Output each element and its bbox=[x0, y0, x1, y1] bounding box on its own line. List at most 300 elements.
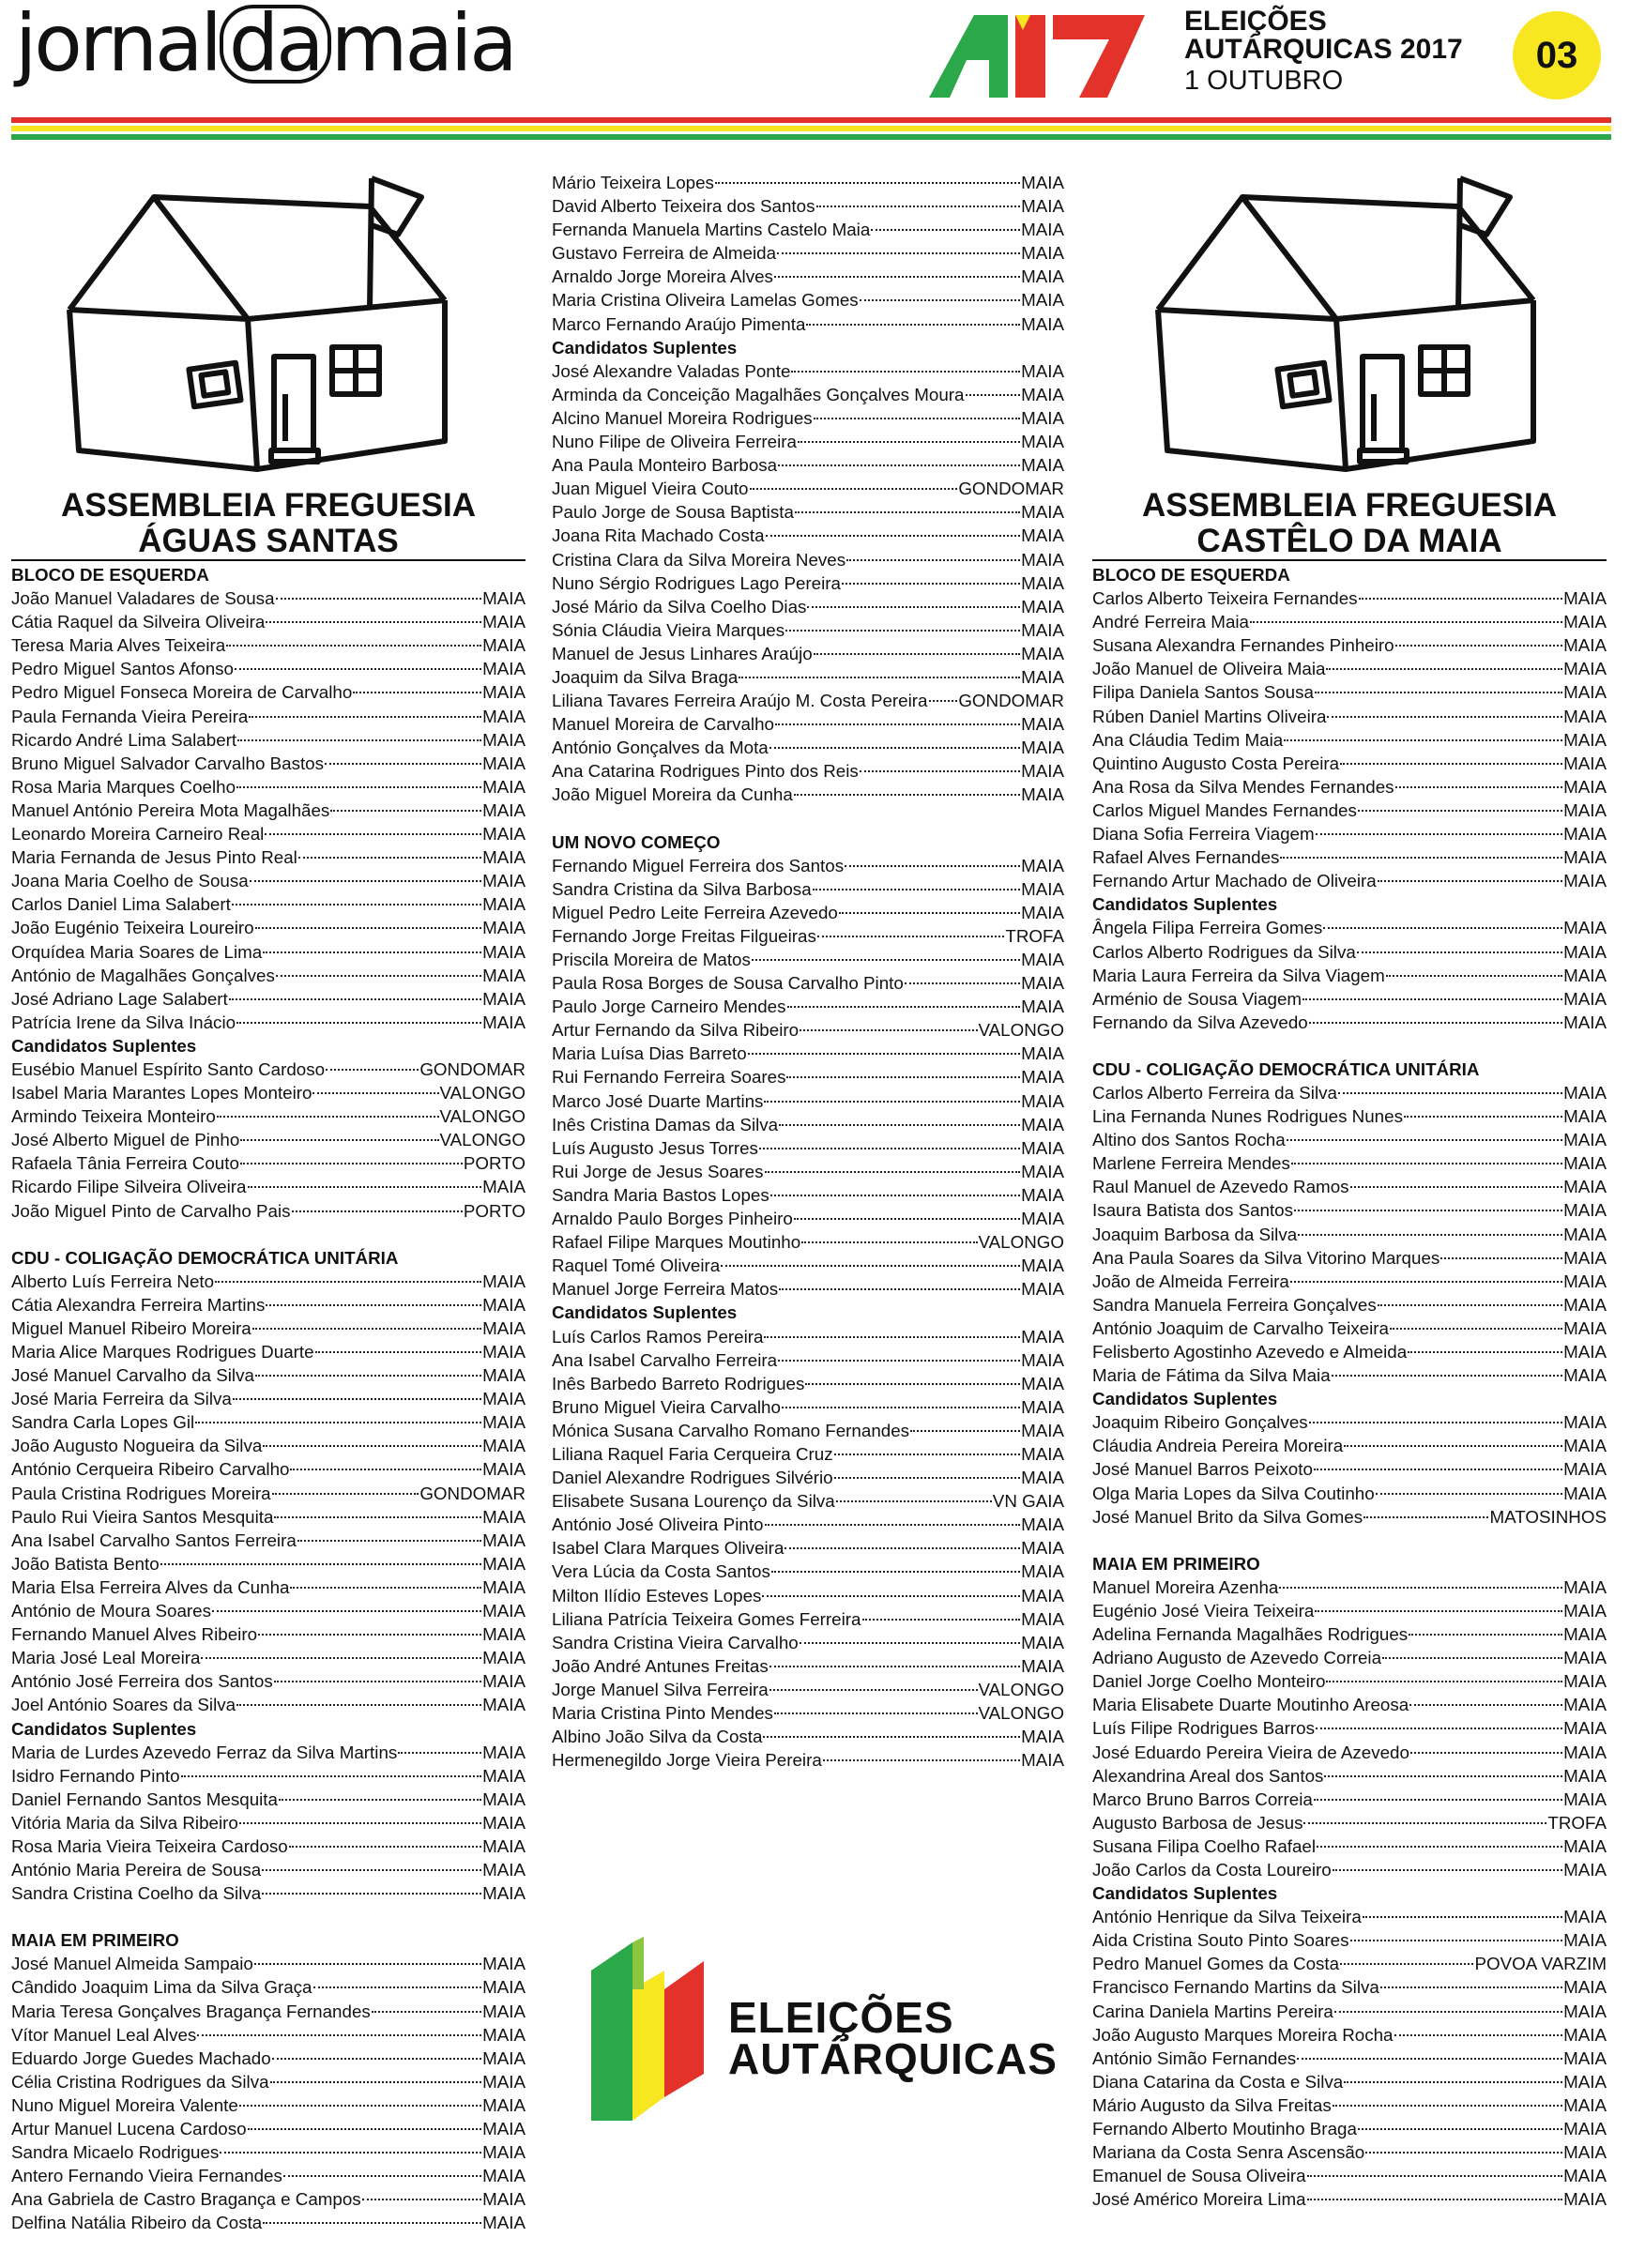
candidate-municipality: MAIA bbox=[1021, 1420, 1064, 1440]
candidate-row bbox=[552, 1631, 1064, 1654]
candidate-name: José Manuel Carvalho da Silva bbox=[11, 1365, 254, 1386]
candidate-row bbox=[1092, 1128, 1607, 1151]
candidate-row bbox=[552, 1065, 1064, 1088]
candidate-municipality: MAIA bbox=[482, 1365, 526, 1386]
candidate-row bbox=[1092, 1270, 1607, 1293]
dot-leader bbox=[1291, 1163, 1562, 1164]
dot-leader bbox=[270, 2081, 482, 2083]
candidate-name: Vera Lúcia da Costa Santos bbox=[552, 1561, 770, 1582]
candidate-row bbox=[552, 171, 1064, 194]
candidate-municipality: MAIA bbox=[1563, 635, 1607, 656]
dot-leader bbox=[786, 1076, 1020, 1078]
dot-leader bbox=[236, 1704, 481, 1706]
dot-leader bbox=[181, 1775, 482, 1777]
dot-leader bbox=[276, 975, 481, 977]
candidate-name: Lina Fernanda Nunes Rodrigues Nunes bbox=[1092, 1106, 1403, 1127]
dot-leader bbox=[220, 2152, 481, 2154]
dot-leader bbox=[325, 763, 481, 765]
candidate-row bbox=[552, 783, 1064, 806]
dot-leader bbox=[769, 747, 1020, 749]
candidate-municipality: MAIA bbox=[482, 612, 526, 632]
dot-leader bbox=[836, 1500, 992, 1502]
autarquicas-17-logo-icon bbox=[929, 11, 1175, 98]
candidate-name: Maria Cristina Oliveira Lamelas Gomes bbox=[552, 290, 859, 311]
dot-leader bbox=[966, 394, 1021, 396]
candidate-municipality: MAIA bbox=[1021, 1515, 1064, 1535]
dot-leader bbox=[160, 1563, 481, 1565]
candidate-municipality: MAIA bbox=[1563, 2094, 1607, 2115]
candidate-name: Isabel Clara Marques Oliveira bbox=[552, 1538, 785, 1559]
candidate-name: Diana Catarina da Costa e Silva bbox=[1092, 2071, 1344, 2092]
candidate-municipality: VALONGO bbox=[439, 1083, 526, 1104]
candidate-name: Sandra Maria Bastos Lopes bbox=[552, 1184, 769, 1205]
dot-leader bbox=[794, 794, 1020, 796]
candidate-name: Adelina Fernanda Magalhães Rodrigues bbox=[1092, 1624, 1409, 1645]
candidate-municipality: MAIA bbox=[1563, 1342, 1607, 1362]
dot-leader bbox=[871, 229, 1020, 231]
candidate-municipality: MAIA bbox=[1021, 1468, 1064, 1488]
candidate-row bbox=[1092, 1363, 1607, 1387]
dot-leader bbox=[312, 1092, 438, 1094]
candidate-name: Daniel Jorge Coelho Monteiro bbox=[1092, 1671, 1326, 1692]
candidate-municipality: MAIA bbox=[1021, 1209, 1064, 1229]
candidate-municipality: MAIA bbox=[1563, 1317, 1607, 1338]
list-section-header: MAIA EM PRIMEIRO bbox=[11, 1930, 179, 1951]
candidate-name: Manuel Moreira Azenha bbox=[1092, 1576, 1279, 1597]
candidate-row bbox=[552, 1089, 1064, 1113]
section-spacer bbox=[1092, 1529, 1607, 1552]
dot-leader bbox=[764, 1101, 1020, 1103]
candidate-municipality: VALONGO bbox=[439, 1106, 526, 1127]
dot-leader bbox=[298, 857, 481, 859]
dot-leader bbox=[765, 1171, 1021, 1173]
candidate-municipality: MAIA bbox=[1021, 596, 1064, 616]
candidate-municipality: MAIA bbox=[1021, 220, 1064, 240]
polling-house-icon bbox=[60, 169, 464, 488]
candidate-municipality: MAIA bbox=[482, 753, 526, 773]
candidate-name: João Miguel Moreira da Cunha bbox=[552, 784, 793, 805]
candidate-row bbox=[11, 1363, 526, 1387]
candidate-name: Ana Paula Soares da Silva Vitorino Marques bbox=[1092, 1247, 1440, 1268]
dot-leader bbox=[1316, 833, 1562, 835]
dot-leader bbox=[283, 2175, 481, 2177]
candidate-name: Diana Sofia Ferreira Viagem bbox=[1092, 824, 1315, 845]
candidate-municipality: MAIA bbox=[1563, 1294, 1607, 1315]
dot-leader bbox=[1324, 1775, 1562, 1777]
candidate-municipality: MAIA bbox=[1021, 549, 1064, 570]
stripe-green bbox=[11, 134, 1611, 140]
candidate-row bbox=[552, 877, 1064, 901]
candidate-name: Manuel de Jesus Linhares Araújo bbox=[552, 643, 813, 663]
candidate-municipality: MAIA bbox=[1563, 2166, 1607, 2186]
candidate-name: Jorge Manuel Silva Ferreira bbox=[552, 1679, 769, 1699]
candidate-municipality: MAIA bbox=[482, 1883, 526, 1904]
candidate-row bbox=[552, 1489, 1064, 1513]
candidate-municipality: MAIA bbox=[482, 1576, 526, 1597]
candidate-row bbox=[11, 1293, 526, 1317]
candidate-row bbox=[1092, 1223, 1607, 1246]
candidate-row bbox=[1092, 1246, 1607, 1270]
dot-leader bbox=[1298, 1234, 1562, 1236]
candidate-name: Paulo Rui Vieira Santos Mesquita bbox=[11, 1506, 274, 1527]
candidate-municipality: MAIA bbox=[482, 1389, 526, 1409]
candidate-name: Vitória Maria da Silva Ribeiro bbox=[11, 1812, 238, 1833]
candidate-municipality: MAIA bbox=[1021, 572, 1064, 593]
dot-leader bbox=[759, 1148, 1020, 1149]
candidate-municipality: MAIA bbox=[1563, 2047, 1607, 2068]
candidate-name: Sandra Cristina da Silva Barbosa bbox=[552, 878, 812, 899]
candidate-name: José Manuel Almeida Sampaio bbox=[11, 1954, 253, 1974]
dot-leader bbox=[248, 1186, 482, 1188]
candidate-row bbox=[1092, 1599, 1607, 1622]
dot-leader bbox=[1386, 975, 1562, 977]
candidate-row bbox=[11, 752, 526, 775]
candidate-name: José Alexandre Valadas Ponte bbox=[552, 360, 791, 381]
dot-leader bbox=[771, 1571, 1020, 1573]
candidate-name: José Adriano Lage Salabert bbox=[11, 988, 228, 1009]
dot-leader bbox=[806, 324, 1020, 326]
candidate-municipality: MAIA bbox=[482, 1860, 526, 1880]
candidate-name: Isaura Batista dos Santos bbox=[1092, 1200, 1294, 1221]
candidate-municipality: MAIA bbox=[482, 1317, 526, 1338]
candidate-name: Rui Fernando Ferreira Soares bbox=[552, 1067, 786, 1088]
candidate-name: Paula Cristina Rodrigues Moreira bbox=[11, 1483, 271, 1503]
dot-leader bbox=[1340, 1963, 1473, 1965]
candidate-row bbox=[11, 892, 526, 916]
candidate-row bbox=[11, 1764, 526, 1788]
candidate-municipality: MAIA bbox=[1021, 1161, 1064, 1181]
candidate-row bbox=[11, 1387, 526, 1410]
candidate-name: Luís Carlos Ramos Pereira bbox=[552, 1326, 764, 1347]
candidate-municipality: MAIA bbox=[482, 1553, 526, 1574]
candidate-row bbox=[1092, 1669, 1607, 1693]
candidate-name: Maria José Leal Moreira bbox=[11, 1648, 201, 1668]
candidate-row bbox=[552, 901, 1064, 924]
candidate-municipality: MAIA bbox=[1563, 2119, 1607, 2139]
candidate-name: António Joaquim de Carvalho Teixeira bbox=[1092, 1317, 1389, 1338]
candidate-municipality: MAIA bbox=[1563, 1247, 1607, 1268]
candidate-name: Célia Cristina Rodrigues da Silva bbox=[11, 2071, 269, 2092]
candidate-municipality: MAIA bbox=[1563, 612, 1607, 632]
candidate-row bbox=[1092, 1764, 1607, 1788]
dot-leader bbox=[813, 889, 1020, 890]
dot-leader bbox=[1302, 998, 1562, 1000]
candidate-name: Joana Rita Machado Costa bbox=[552, 525, 765, 546]
candidate-row bbox=[11, 1457, 526, 1481]
candidate-name: António José Ferreira dos Santos bbox=[11, 1671, 273, 1692]
candidate-name: António Gonçalves da Mota bbox=[552, 738, 769, 758]
candidate-name: Vítor Manuel Leal Alves bbox=[11, 2024, 197, 2045]
candidate-municipality: MAIA bbox=[482, 2189, 526, 2210]
candidate-municipality: MAIA bbox=[482, 2094, 526, 2115]
candidate-name: Mónica Susana Carvalho Romano Fernandes bbox=[552, 1420, 910, 1440]
candidate-municipality: MAIA bbox=[1021, 784, 1064, 805]
candidate-name: Daniel Fernando Santos Mesquita bbox=[11, 1789, 278, 1809]
candidate-row bbox=[552, 406, 1064, 430]
candidate-name: Hermenegildo Jorge Vieira Pereira bbox=[552, 1750, 822, 1771]
candidate-municipality: MAIA bbox=[1021, 407, 1064, 428]
dot-leader bbox=[816, 205, 1021, 207]
dot-leader bbox=[279, 1799, 481, 1801]
dot-leader bbox=[372, 2011, 481, 2013]
dot-leader bbox=[289, 1846, 481, 1848]
dot-leader bbox=[1363, 1516, 1488, 1518]
candidate-name: António Maria Pereira de Sousa bbox=[11, 1860, 262, 1880]
logo-part-maia: maia bbox=[330, 0, 515, 89]
candidate-municipality: MAIA bbox=[482, 1648, 526, 1668]
dot-leader bbox=[1315, 1610, 1562, 1612]
candidate-row bbox=[11, 1858, 526, 1881]
dot-leader bbox=[262, 1893, 481, 1895]
dot-leader bbox=[1333, 2105, 1562, 2107]
candidate-municipality: MAIA bbox=[1563, 1224, 1607, 1244]
candidate-name: Susana Filipa Coelho Rafael bbox=[1092, 1835, 1317, 1856]
candidate-row bbox=[552, 1701, 1064, 1725]
candidate-municipality: MAIA bbox=[1563, 588, 1607, 609]
candidate-municipality: MAIA bbox=[1563, 1977, 1607, 1998]
candidate-municipality: MAIA bbox=[1021, 243, 1064, 264]
candidate-municipality: MAIA bbox=[1021, 878, 1064, 899]
candidate-municipality: MAIA bbox=[1563, 1012, 1607, 1032]
title-underline bbox=[1092, 559, 1607, 561]
dot-leader bbox=[265, 833, 481, 835]
candidate-row bbox=[11, 2070, 526, 2093]
candidate-name: Alexandrina Areal dos Santos bbox=[1092, 1765, 1324, 1786]
candidate-row bbox=[1092, 987, 1607, 1011]
candidate-row bbox=[1092, 1834, 1607, 1858]
candidate-row bbox=[552, 524, 1064, 547]
candidate-row bbox=[552, 1113, 1064, 1136]
candidate-row bbox=[552, 1466, 1064, 1489]
candidate-row bbox=[552, 689, 1064, 712]
dot-leader bbox=[1408, 1351, 1562, 1353]
candidate-municipality: MAIA bbox=[1021, 666, 1064, 687]
candidate-name: António de Magalhães Gonçalves bbox=[11, 965, 275, 985]
candidate-row bbox=[1092, 1575, 1607, 1599]
dot-leader bbox=[1390, 1328, 1562, 1330]
candidate-name: Maria Luísa Dias Barreto bbox=[552, 1043, 747, 1064]
candidate-municipality: MAIA bbox=[1563, 729, 1607, 750]
assembly-title-aguas-santas bbox=[11, 488, 526, 559]
candidate-name: Marco Bruno Barros Correia bbox=[1092, 1789, 1313, 1809]
dot-leader bbox=[778, 1360, 1020, 1362]
candidate-name: Albino João Silva da Costa bbox=[552, 1727, 763, 1747]
dot-leader bbox=[774, 276, 1020, 278]
candidate-row bbox=[552, 924, 1064, 948]
candidate-municipality: MAIA bbox=[1021, 1349, 1064, 1370]
dot-leader bbox=[255, 1375, 481, 1377]
candidate-municipality: MAIA bbox=[1021, 1373, 1064, 1393]
candidate-municipality: MAIA bbox=[482, 776, 526, 797]
candidate-row bbox=[1092, 2047, 1607, 2070]
candidate-name: Fernando Miguel Ferreira dos Santos bbox=[552, 855, 845, 875]
dot-leader bbox=[762, 1595, 1020, 1597]
candidate-row bbox=[11, 1317, 526, 1340]
candidate-municipality: MAIA bbox=[1563, 1412, 1607, 1433]
candidate-municipality: MAIA bbox=[482, 1812, 526, 1833]
candidate-municipality: MAIA bbox=[1563, 776, 1607, 797]
candidate-row bbox=[11, 2000, 526, 2023]
candidate-municipality: MAIA bbox=[1563, 799, 1607, 820]
candidate-name: Quintino Augusto Costa Pereira bbox=[1092, 753, 1340, 773]
dot-leader bbox=[1307, 2175, 1562, 2177]
candidate-municipality: MAIA bbox=[1563, 1671, 1607, 1692]
candidate-name: Artur Fernando da Silva Ribeiro bbox=[552, 1020, 800, 1041]
candidate-municipality: MAIA bbox=[1021, 1067, 1064, 1088]
candidate-row bbox=[11, 1505, 526, 1529]
dot-leader bbox=[777, 252, 1020, 254]
assembly-title-line-2: CASTÊLO DA MAIA bbox=[1196, 523, 1502, 559]
candidate-row bbox=[1092, 2164, 1607, 2187]
candidate-row bbox=[552, 948, 1064, 971]
candidate-name: Ana Gabriela de Castro Bragança e Campos bbox=[11, 2189, 361, 2210]
dot-leader bbox=[1344, 1445, 1562, 1447]
candidate-municipality: MAIA bbox=[1021, 738, 1064, 758]
candidate-row bbox=[552, 500, 1064, 524]
dot-leader bbox=[240, 1163, 463, 1164]
candidate-name: Cândido Joaquim Lima da Silva Graça bbox=[11, 1977, 312, 1998]
candidate-row bbox=[552, 430, 1064, 453]
page-number-badge: 03 bbox=[1513, 11, 1601, 99]
list-section-header: UM NOVO COMEÇO bbox=[552, 831, 721, 852]
candidate-name: Pedro Manuel Gomes da Costa bbox=[1092, 1954, 1340, 1974]
list-section-header: Candidatos Suplentes bbox=[11, 1035, 197, 1056]
candidate-row bbox=[1092, 1434, 1607, 1457]
candidate-name: Sandra Cristina Coelho da Silva bbox=[11, 1883, 262, 1904]
candidate-municipality: POVOA VARZIM bbox=[1474, 1954, 1607, 1974]
candidate-row bbox=[552, 1560, 1064, 1583]
candidate-municipality: MAIA bbox=[1563, 871, 1607, 891]
candidate-name: Cláudia Andreia Pereira Moreira bbox=[1092, 1436, 1344, 1456]
candidate-list-middle bbox=[552, 171, 1064, 1772]
list-section-header: MAIA EM PRIMEIRO bbox=[1092, 1553, 1260, 1574]
candidate-row bbox=[552, 1160, 1064, 1183]
dot-leader bbox=[272, 2058, 481, 2060]
candidate-municipality: MAIA bbox=[1021, 173, 1064, 192]
candidate-municipality: MAIA bbox=[482, 1601, 526, 1621]
dot-leader bbox=[201, 1657, 481, 1659]
newspaper-logo[interactable] bbox=[15, 0, 515, 89]
candidate-row bbox=[552, 1372, 1064, 1395]
candidate-name: Carlos Alberto Ferreira da Silva bbox=[1092, 1082, 1337, 1103]
candidate-name: Manuel António Pereira Mota Magalhães bbox=[11, 799, 330, 820]
candidate-municipality: MAIA bbox=[1021, 1326, 1064, 1347]
candidate-row bbox=[552, 1207, 1064, 1230]
candidate-municipality: MAIA bbox=[1563, 1930, 1607, 1951]
dot-leader bbox=[1309, 1422, 1562, 1423]
dot-leader bbox=[1287, 1139, 1562, 1141]
candidate-row bbox=[552, 595, 1064, 618]
candidate-row bbox=[1092, 610, 1607, 633]
dot-leader bbox=[217, 1116, 439, 1118]
assembly-title-line-1: ASSEMBLEIA FREGUESIA bbox=[60, 487, 477, 524]
dot-leader bbox=[1290, 1281, 1562, 1283]
candidate-row bbox=[552, 1725, 1064, 1748]
candidate-row bbox=[11, 799, 526, 822]
candidate-municipality: MAIA bbox=[1563, 1742, 1607, 1762]
candidate-municipality: MAIA bbox=[482, 1412, 526, 1433]
dot-leader bbox=[258, 1634, 481, 1636]
eleicoes-autarquicas-wordmark bbox=[728, 1993, 1058, 2083]
logo-part-jornal: jornal bbox=[15, 0, 220, 89]
candidate-row bbox=[11, 2047, 526, 2070]
candidate-row bbox=[1092, 1928, 1607, 1952]
candidate-municipality: MAIA bbox=[482, 847, 526, 868]
candidate-name: Gustavo Ferreira de Almeida bbox=[552, 243, 777, 264]
candidate-name: Luís Filipe Rodrigues Barros bbox=[1092, 1718, 1315, 1739]
candidate-row bbox=[1092, 1081, 1607, 1104]
candidate-name: Artur Manuel Lucena Cardoso bbox=[11, 2119, 247, 2139]
list-section-header: BLOCO DE ESQUERDA bbox=[11, 565, 209, 585]
dot-leader bbox=[232, 904, 481, 906]
candidate-municipality: MAIA bbox=[482, 1436, 526, 1456]
section-spacer bbox=[1092, 1034, 1607, 1058]
candidate-municipality: MAIA bbox=[1563, 1106, 1607, 1127]
candidate-municipality: MAIA bbox=[1021, 997, 1064, 1017]
candidate-row bbox=[11, 2140, 526, 2164]
candidate-municipality: MAIA bbox=[482, 941, 526, 962]
candidate-name: Daniel Alexandre Rodrigues Silvério bbox=[552, 1468, 833, 1488]
candidate-name: Antero Fernando Vieira Fernandes bbox=[11, 2166, 282, 2186]
dot-leader bbox=[834, 1477, 1020, 1479]
candidate-row bbox=[1092, 1811, 1607, 1834]
candidate-row bbox=[552, 218, 1064, 241]
candidate-municipality: MAIA bbox=[1563, 753, 1607, 773]
candidate-municipality: MAIA bbox=[1021, 266, 1064, 287]
dot-leader bbox=[1378, 1304, 1562, 1306]
candidate-row bbox=[1092, 1622, 1607, 1646]
candidate-municipality: MAIA bbox=[482, 1271, 526, 1291]
candidate-row bbox=[552, 1748, 1064, 1772]
dot-leader bbox=[785, 630, 1020, 632]
candidate-name: Ana Rosa da Silva Mendes Fernandes bbox=[1092, 776, 1394, 797]
candidate-row bbox=[1092, 822, 1607, 845]
candidate-municipality: MAIA bbox=[482, 2071, 526, 2092]
candidate-municipality: MAIA bbox=[482, 1459, 526, 1480]
candidate-municipality: MAIA bbox=[482, 1977, 526, 1998]
list-section-header: Candidatos Suplentes bbox=[11, 1718, 197, 1739]
candidate-municipality: MAIA bbox=[1563, 918, 1607, 938]
candidate-row bbox=[1092, 1410, 1607, 1434]
candidate-row bbox=[1092, 1505, 1607, 1529]
dot-leader bbox=[215, 1281, 481, 1283]
candidate-row bbox=[11, 633, 526, 657]
candidate-name: Eduardo Jorge Guedes Machado bbox=[11, 2047, 271, 2068]
candidate-name: João de Almeida Ferreira bbox=[1092, 1271, 1289, 1291]
dot-leader bbox=[229, 998, 481, 1000]
dot-leader bbox=[1359, 598, 1563, 600]
candidate-row bbox=[11, 1669, 526, 1693]
dot-leader bbox=[1376, 1493, 1562, 1495]
dot-leader bbox=[239, 1822, 481, 1824]
candidate-row bbox=[552, 1325, 1064, 1348]
candidate-municipality: MAIA bbox=[482, 706, 526, 726]
candidate-municipality: MAIA bbox=[1021, 1256, 1064, 1276]
candidate-municipality: MAIA bbox=[1563, 2142, 1607, 2163]
candidate-row bbox=[11, 1881, 526, 1905]
dot-leader bbox=[274, 1516, 481, 1518]
candidate-name: José Manuel Brito da Silva Gomes bbox=[1092, 1506, 1363, 1527]
candidate-name: José Maria Ferreira da Silva bbox=[11, 1389, 232, 1409]
candidate-municipality: MAIA bbox=[1563, 1765, 1607, 1786]
candidate-municipality: MAIA bbox=[482, 799, 526, 820]
candidate-name: Carina Daniela Martins Pereira bbox=[1092, 2001, 1333, 2021]
candidate-name: Fernanda Manuela Martins Castelo Maia bbox=[552, 220, 871, 240]
dot-leader bbox=[795, 511, 1020, 513]
candidate-row bbox=[552, 312, 1064, 336]
dot-leader bbox=[1332, 1375, 1562, 1377]
candidate-name: Nuno Sérgio Rodrigues Lago Pereira bbox=[552, 572, 841, 593]
